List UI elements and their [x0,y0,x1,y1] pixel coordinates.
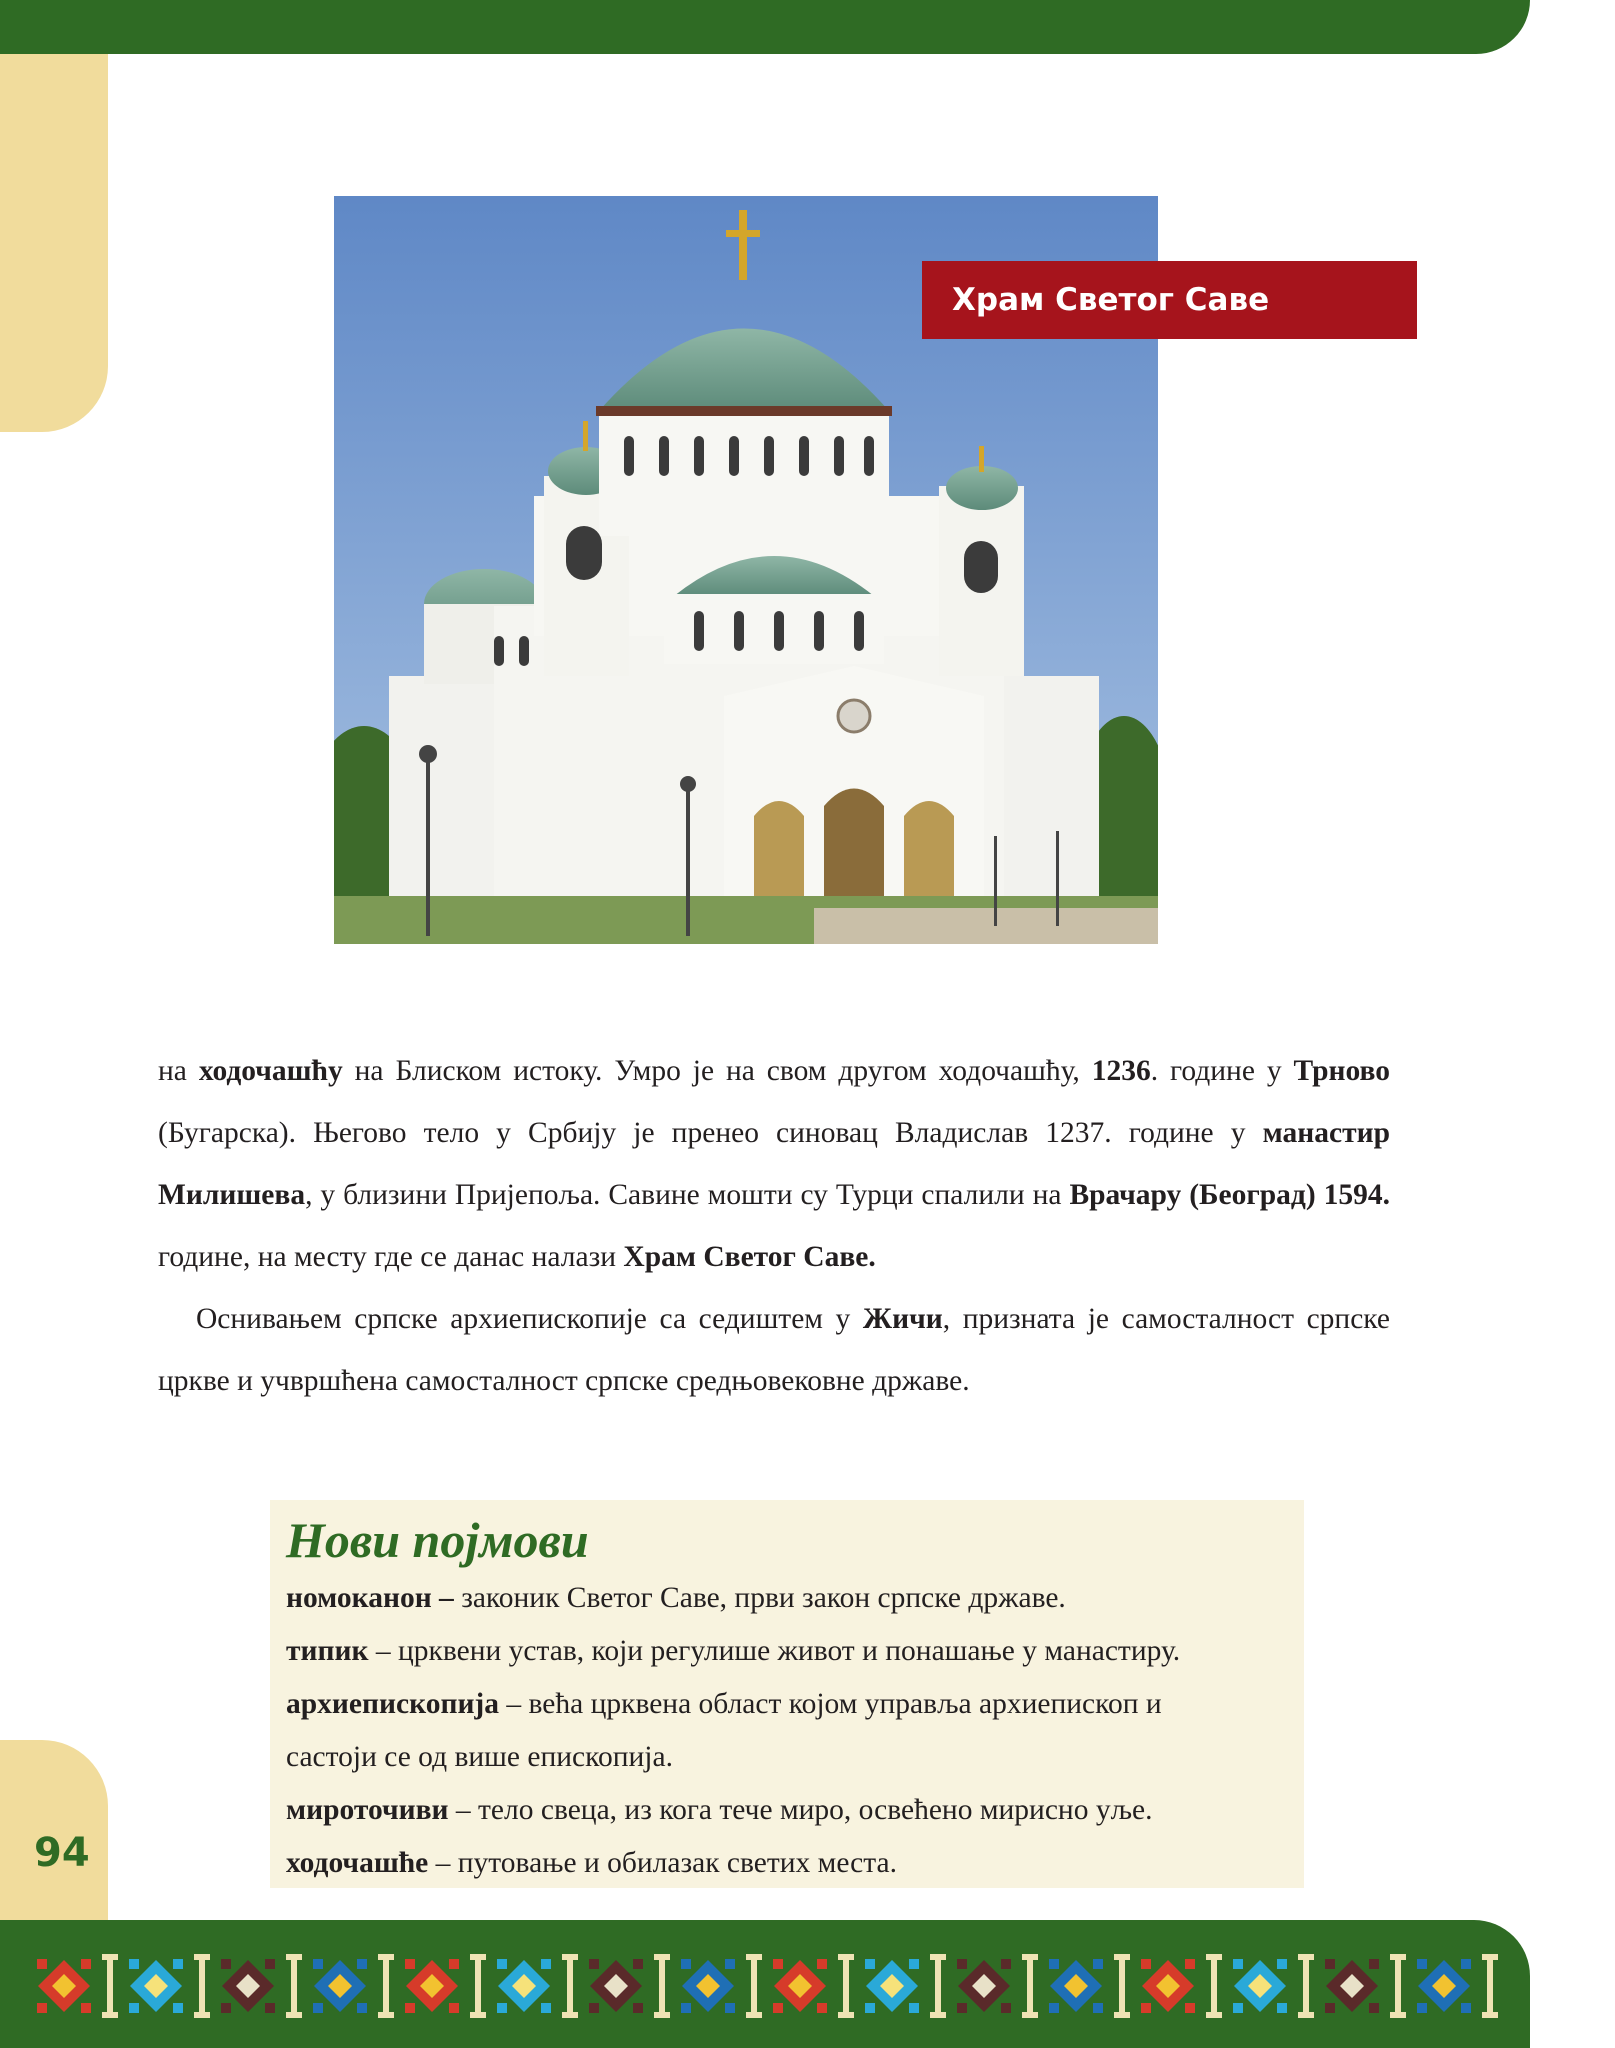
term-item [286,1784,1288,1837]
text-run: . године у [1150,1055,1294,1087]
text-run: (Бугарска). Његово тело у Србију је пренео синовац Владислав 1237. године у [158,1117,1263,1149]
term-word: мироточиви [286,1794,449,1826]
ornament-motif [1325,1959,1379,2013]
ornament-motif [405,1959,459,2013]
ornament-pillar [102,1954,118,2018]
bold-term: Врачару (Београд) 1594. [1069,1179,1390,1211]
term-definition: законик Светог Саве, први закон српске државе. [453,1582,1066,1614]
ornament-pillar [746,1954,762,2018]
ornament-motif [1141,1959,1195,2013]
ornament-pillar [654,1954,670,2018]
bold-term: ходочашћу [198,1055,343,1087]
paragraph-2 [158,1288,1390,1412]
photo-caption-text: Храм Светог Саве [952,282,1270,318]
text-run: на Блиском истоку. Умро је на свом другом ходочашћу, [342,1055,1092,1087]
ornament-pillar [1022,1954,1038,2018]
term-definition: – тело свеца, из кога тече миро, освећено мирисно уље. [448,1794,1153,1826]
term-word: ходочашће [286,1847,429,1879]
ornament-motif [681,1959,735,2013]
term-item [286,1572,1288,1625]
bold-term: Жичи [862,1303,943,1335]
term-word: типик [286,1635,369,1667]
term-item [286,1837,1288,1890]
ornament-motif [1417,1959,1471,2013]
bold-term: манастир Милишева [158,1117,1390,1211]
ornament-motif [37,1959,91,2013]
ornament-pillar [378,1954,394,2018]
term-definition: – црквени устав, који регулише живот и понашање у манастиру. [368,1635,1181,1667]
new-terms-list [286,1572,1288,1890]
ornament-pillar [1298,1954,1314,2018]
ornament-motif [497,1959,551,2013]
page-number: 94 [34,1830,90,1876]
ornament-motif [1049,1959,1103,2013]
ornament-motif [589,1959,643,2013]
paragraph-1 [158,1040,1390,1288]
photo-caption [922,261,1417,339]
bold-term: Храм Светог Саве. [623,1241,876,1273]
ornament-pillar [838,1954,854,2018]
term-definition: – путовање и обилазак светих места. [428,1847,897,1879]
ornament-motif [221,1959,275,2013]
new-terms-title: Нови појмови [286,1512,589,1568]
ornament-pillar [1482,1954,1498,2018]
side-tab-top [0,54,108,432]
ornament-motif [1233,1959,1287,2013]
new-terms-box [270,1500,1304,1888]
ornament-motif [313,1959,367,2013]
ornament-pillar [286,1954,302,2018]
ornament-pillar [194,1954,210,2018]
term-word: номоканон – [286,1582,454,1614]
ornament-pillar [930,1954,946,2018]
bottom-ornament-bar [0,1920,1530,2048]
text-run: године, на месту где се данас налази [158,1241,624,1273]
body-text [158,1040,1390,1412]
term-word: архиепископија [286,1688,500,1720]
term-item [286,1625,1288,1678]
term-item [286,1678,1288,1731]
ornament-pillar [470,1954,486,2018]
bold-term: Трново [1293,1055,1390,1087]
ornament-pillar [1390,1954,1406,2018]
text-run: Оснивањем српске архиепископије са седиштем у [196,1303,863,1335]
ornament-pillar [562,1954,578,2018]
ornament-motif [865,1959,919,2013]
bold-term: 1236 [1091,1055,1151,1087]
ornament-motif [129,1959,183,2013]
term-definition: – већа црквена област којом управља архиепископ и [499,1688,1162,1720]
term-item [286,1731,1288,1784]
folk-ornament-pattern [0,1920,1530,2048]
ornament-motif [957,1959,1011,2013]
term-definition: састоји се од више епископија. [286,1741,673,1773]
text-run: , призната је самосталност српске цркве и учвршћена самосталност српске средњовековне државе. [158,1303,1390,1397]
ornament-pillar [1114,1954,1130,2018]
text-run: , у близини Пријепоља. Савине мошти су Турци спалили на [305,1179,1070,1211]
text-run: на [158,1055,199,1087]
ornament-pillar [1206,1954,1222,2018]
top-green-bar [0,0,1530,54]
ornament-motif [773,1959,827,2013]
